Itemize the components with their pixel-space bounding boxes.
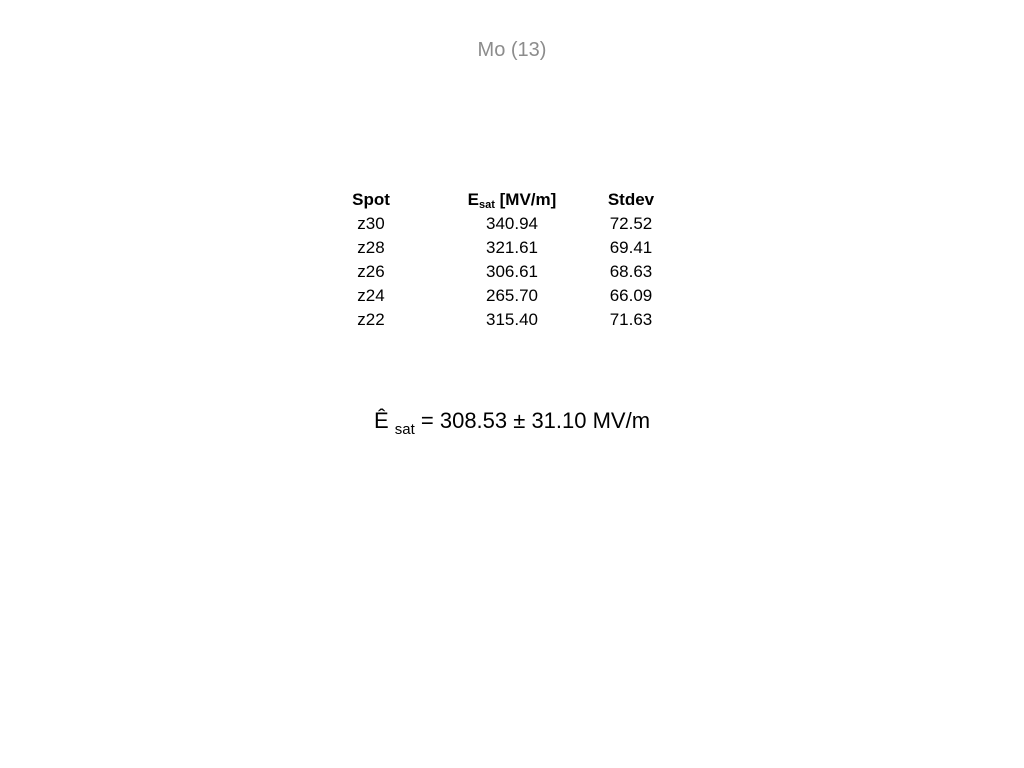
slide-title: Mo (13) [477, 39, 547, 61]
cell-spot: z26 [357, 262, 385, 281]
summary-subscript: sat [394, 421, 415, 438]
cell-esat: 315.40 [486, 310, 538, 329]
table-row [321, 308, 659, 332]
cell-spot: z24 [357, 286, 385, 305]
summary-value: = 308.53 ± 31.10 MV/m [414, 408, 651, 433]
cell-esat: 340.94 [486, 214, 538, 233]
cell-stdev: 68.63 [609, 262, 653, 281]
cell-stdev: 66.09 [609, 286, 653, 305]
header-esat-main: E [467, 190, 480, 209]
cell-spot: z30 [357, 214, 385, 233]
header-stdev: Stdev [607, 190, 655, 209]
cell-spot: z22 [357, 310, 385, 329]
cell-esat: 265.70 [486, 286, 538, 305]
header-esat [421, 188, 603, 212]
table-header-row [321, 188, 659, 212]
summary-symbol: Ê [373, 408, 389, 433]
cell-spot: z28 [357, 238, 385, 257]
table-row [321, 212, 659, 236]
esat-table [321, 188, 659, 332]
table-row [321, 284, 659, 308]
header-esat-subscript: sat [479, 199, 495, 211]
cell-stdev: 72.52 [609, 214, 653, 233]
header-esat-unit: [MV/m] [494, 190, 557, 209]
cell-esat: 306.61 [486, 262, 538, 281]
header-spot: Spot [352, 190, 390, 209]
cell-stdev: 71.63 [609, 310, 653, 329]
cell-stdev: 69.41 [609, 238, 653, 257]
table-row [321, 236, 659, 260]
summary-formula [0, 405, 1024, 437]
table-row [321, 260, 659, 284]
cell-esat: 321.61 [486, 238, 538, 257]
